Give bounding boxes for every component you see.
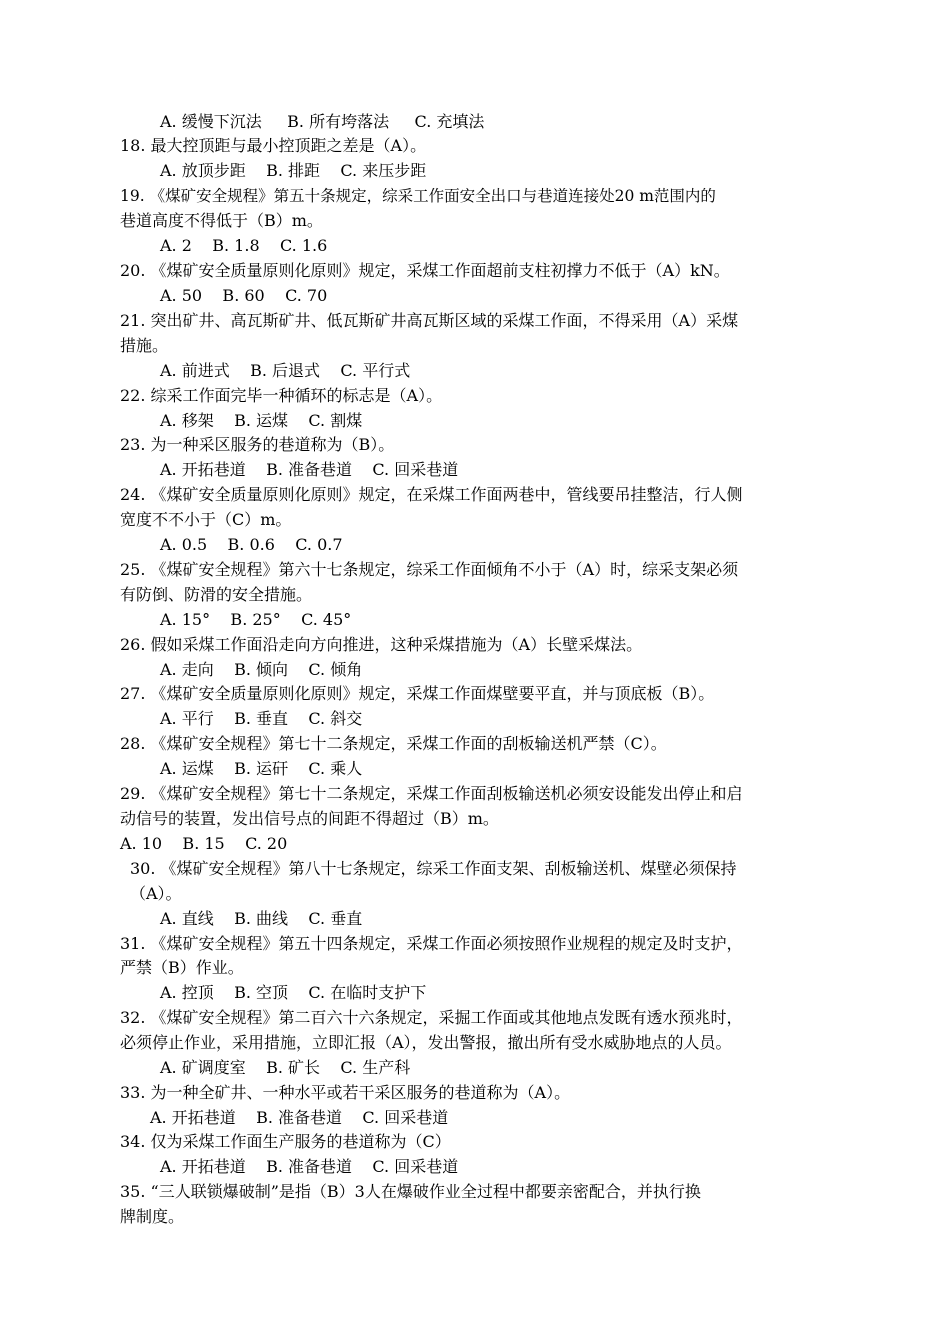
text-line: A. 0.5 B. 0.6 C. 0.7: [160, 535, 343, 554]
text-line: 33. 为一种全矿井、一种水平或若干采区服务的巷道称为（A）。: [120, 1083, 571, 1102]
text-line: 35. “三人联锁爆破制”是指（B）3人在爆破作业全过程中都要亲密配合，并执行换: [120, 1182, 701, 1201]
text-line: 21. 突出矿井、高瓦斯矿井、低瓦斯矿井高瓦斯区域的采煤工作面，不得采用（A）采煤: [120, 311, 739, 330]
text-line: 动信号的装置，发出信号点的间距不得超过（B）m。: [120, 809, 499, 828]
text-line: 23. 为一种采区服务的巷道称为（B）。: [120, 435, 395, 454]
text-line: 20. 《煤矿安全质量原则化原则》规定，采煤工作面超前支柱初撑力不低于（A）kN。: [120, 261, 730, 280]
text-line: 22. 综采工作面完毕一种循环的标志是（A）。: [120, 386, 443, 405]
text-line: 18. 最大控顶距与最小控顶距之差是（A）。: [120, 136, 427, 155]
text-line: 严禁（B）作业。: [120, 958, 244, 977]
text-line: 宽度不不小于（C）m。: [120, 510, 292, 529]
text-line: 30. 《煤矿安全规程》第八十七条规定，综采工作面支架、刮板输送机、煤壁必须保持: [130, 859, 737, 878]
text-line: A. 控顶 B. 空顶 C. 在临时支护下: [160, 983, 427, 1002]
text-line: A. 走向 B. 倾向 C. 倾角: [160, 660, 363, 679]
text-line: 牌制度。: [120, 1207, 185, 1226]
text-line: 有防倒、防滑的安全措施。: [120, 585, 313, 604]
text-line: 26. 假如采煤工作面沿走向方向推进，这种采煤措施为（A）长壁采煤法。: [120, 635, 643, 654]
text-line: 28. 《煤矿安全规程》第七十二条规定，采煤工作面的刮板输送机严禁（C）。: [120, 734, 667, 753]
text-line: A. 开拓巷道 B. 准备巷道 C. 回采巷道: [160, 1157, 459, 1176]
text-line: A. 15° B. 25° C. 45°: [160, 610, 352, 629]
text-line: 29. 《煤矿安全规程》第七十二条规定，采煤工作面刮板输送机必须安设能发出停止和启: [120, 784, 743, 803]
text-line: 27. 《煤矿安全质量原则化原则》规定，采煤工作面煤壁要平直，并与顶底板（B）。: [120, 684, 715, 703]
text-line: A. 前进式 B. 后退式 C. 平行式: [160, 361, 411, 380]
text-line: 25. 《煤矿安全规程》第六十七条规定，综采工作面倾角不小于（A）时，综采支架必须: [120, 560, 739, 579]
text-line: 32. 《煤矿安全规程》第二百六十六条规定，采掘工作面或其他地点发既有透水预兆时，: [120, 1008, 743, 1027]
text-line: A. 矿调度室 B. 矿长 C. 生产科: [160, 1058, 411, 1077]
text-line: A. 2 B. 1.8 C. 1.6: [160, 236, 328, 255]
text-line: 19. 《煤矿安全规程》第五十条规定，综采工作面安全出口与巷道连接处20 m范围内的: [120, 187, 716, 205]
text-line: A. 平行 B. 垂直 C. 斜交: [160, 709, 363, 728]
text-line: A. 直线 B. 曲线 C. 垂直: [160, 909, 363, 928]
text-line: 巷道高度不得低于（B）m。: [120, 211, 323, 230]
text-line: 31. 《煤矿安全规程》第五十四条规定，采煤工作面必须按照作业规程的规定及时支护，: [120, 934, 743, 953]
text-line: A. 开拓巷道 B. 准备巷道 C. 回采巷道: [150, 1108, 449, 1127]
text-line: A. 放顶步距 B. 排距 C. 来压步距: [160, 161, 427, 180]
text-line: A. 移架 B. 运煤 C. 割煤: [160, 411, 363, 430]
text-line: A. 运煤 B. 运矸 C. 乘人: [160, 759, 363, 778]
text-line: （A）。: [130, 884, 182, 903]
text-line: 必须停止作业，采用措施，立即汇报（A），发出警报，撤出所有受水威胁地点的人员。: [120, 1033, 732, 1052]
text-line: A. 10 B. 15 C. 20: [120, 834, 288, 853]
text-line: 34. 仅为采煤工作面生产服务的巷道称为（C）: [120, 1132, 451, 1151]
text-line: A. 开拓巷道 B. 准备巷道 C. 回采巷道: [160, 460, 459, 479]
text-line: A. 50 B. 60 C. 70: [160, 286, 328, 305]
text-line: 24. 《煤矿安全质量原则化原则》规定，在采煤工作面两巷中，管线要吊挂整洁，行人侧: [120, 485, 743, 504]
text-line: A. 缓慢下沉法 B. 所有垮落法 C. 充填法: [160, 112, 485, 131]
text-line: 措施。: [120, 336, 169, 355]
